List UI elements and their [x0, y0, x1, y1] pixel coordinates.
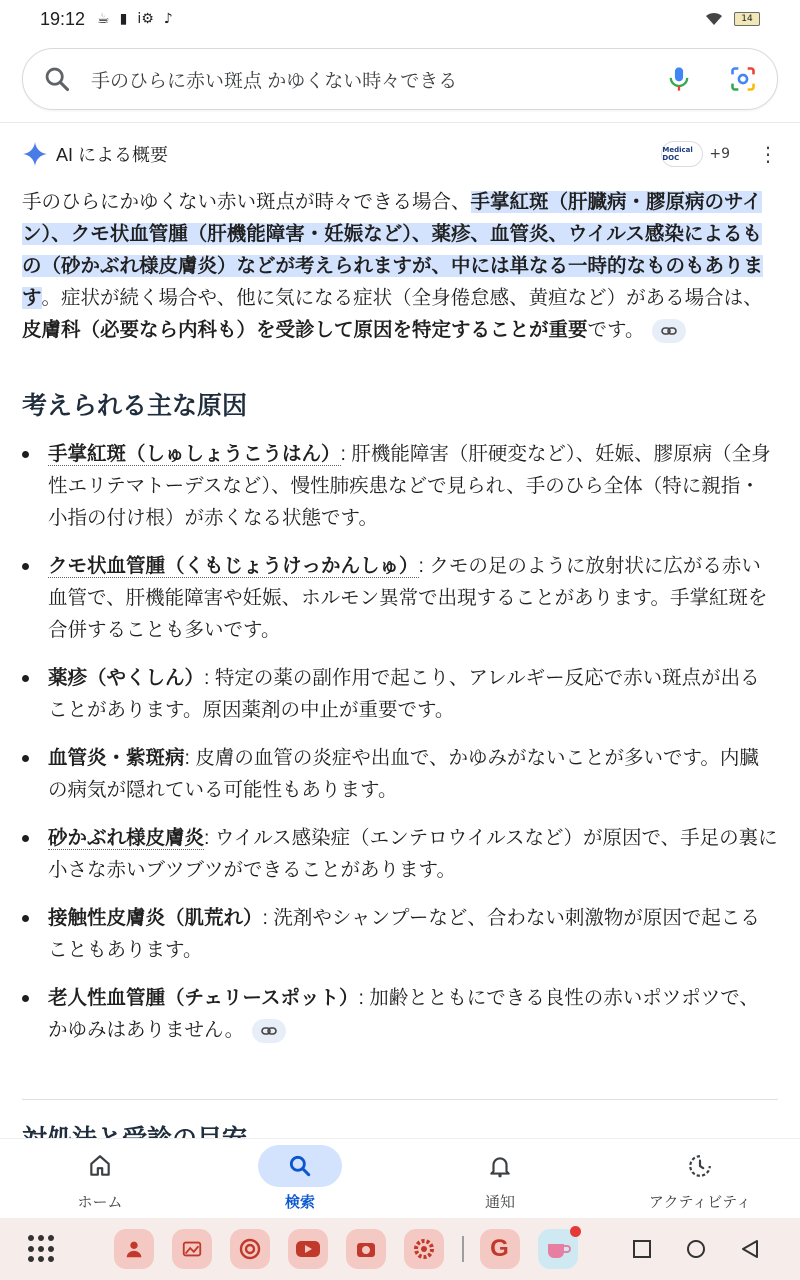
- system-dock: [0, 1218, 800, 1280]
- next-section-title: [22, 1124, 247, 1138]
- nav-icon-wrap: [258, 1145, 342, 1187]
- summary-text: 。症状が続く場合や、他に気になる症状（全身倦怠感、黄疸など）がある場合は、: [41, 287, 763, 309]
- link-chip[interactable]: [652, 319, 686, 343]
- app-drawer-icon[interactable]: [28, 1235, 56, 1263]
- link-chip[interactable]: [252, 1019, 286, 1043]
- list-item: [22, 822, 778, 886]
- ip-icon: i⚙: [137, 11, 154, 27]
- notification-dot: [570, 1226, 581, 1237]
- cause-list: [22, 438, 778, 1046]
- chrome-app-icon[interactable]: [230, 1229, 270, 1269]
- cause-text: : 皮膚の血管の炎症や出血で、かゆみがないことが多いです。内臓の病気が隠れている可能性もあります。: [48, 747, 759, 801]
- cause-text: : 肝機能障害（肝硬変など）、妊娠、膠原病（全身性エリテマトーデスなど）、慢性肺疾患などで見られ、手のひら全体（特に親指・小指の付け根）が赤くなる状態です。: [48, 443, 771, 529]
- tiktok-icon: ♪: [163, 11, 173, 27]
- settings-app-icon[interactable]: [404, 1229, 444, 1269]
- nav-search-label: 検索: [284, 1194, 315, 1211]
- nav-activity[interactable]: [600, 1139, 800, 1218]
- status-time: 19:12: [40, 8, 86, 29]
- search-icon[interactable]: [43, 65, 71, 93]
- dock-separator: [462, 1236, 464, 1262]
- search-input[interactable]: 手のひらに赤い斑点 かゆくない時々できる: [91, 70, 458, 92]
- section-title: 考えられる主な原因: [22, 392, 248, 420]
- system-nav-buttons: [632, 1239, 760, 1259]
- divider: [0, 122, 800, 123]
- link-icon: [261, 1025, 277, 1037]
- cause-term: 血管炎・紫斑病: [48, 747, 185, 769]
- cause-text: : クモの足のように放射状に広がる赤い血管で、肝機能障害や妊娠、ホルモン異常で出現することがあります。手掌紅斑を合併することも多いです。: [48, 555, 768, 641]
- status-icons: [97, 11, 173, 27]
- nav-activity-label: アクティビティ: [648, 1194, 752, 1211]
- bottom-nav: [0, 1138, 800, 1218]
- source-count[interactable]: +9: [709, 146, 730, 162]
- search-icon: [287, 1153, 313, 1179]
- list-item: [22, 662, 778, 726]
- cause-text: : ウイルス感染症（エンテロウイルスなど）が原因で、手足の裏に小さな赤いブツブツができることがあります。: [48, 827, 778, 881]
- source-logo[interactable]: Medical DOC: [661, 141, 703, 167]
- bullet: [22, 915, 29, 922]
- cause-term[interactable]: 砂かぶれ様皮膚炎: [48, 827, 205, 849]
- cause-text: : 加齢とともにできる良性の赤いポツポツで、かゆみはありません。: [48, 987, 759, 1041]
- battery-icon: 14: [734, 12, 760, 26]
- recents-icon[interactable]: [632, 1239, 652, 1259]
- bullet: [22, 675, 29, 682]
- summary-text: です。: [587, 319, 645, 341]
- nav-home-label: ホーム: [77, 1194, 123, 1211]
- link-icon: [661, 325, 677, 337]
- activity-icon: [687, 1153, 713, 1179]
- list-item: [22, 902, 778, 966]
- home-icon: [87, 1153, 113, 1179]
- nav-notifications-label: 通知: [484, 1194, 515, 1211]
- google-app-icon[interactable]: G: [480, 1229, 520, 1269]
- cause-term[interactable]: クモ状血管腫（くもじょうけっかんしゅ）: [48, 555, 419, 577]
- contacts-app-icon[interactable]: [114, 1229, 154, 1269]
- ai-overview-content: [22, 186, 778, 1062]
- more-options-icon[interactable]: ⋮: [758, 142, 778, 166]
- nav-icon-wrap: [658, 1145, 742, 1187]
- list-item: [22, 550, 778, 646]
- bullet: [22, 835, 29, 842]
- list-item: [22, 438, 778, 534]
- bell-icon: [487, 1153, 513, 1179]
- ai-sources[interactable]: [661, 141, 778, 167]
- ai-overview-header: [22, 138, 778, 170]
- tea-app-icon[interactable]: [538, 1229, 578, 1269]
- status-bar: [0, 0, 800, 38]
- cause-term: 老人性血管腫（チェリースポット）: [48, 987, 359, 1009]
- list-item: [22, 982, 778, 1046]
- cause-text: : 特定の薬の副作用で起こり、アレルギー反応で赤い斑点が出ることがあります。原因薬剤の中止が重要です。: [48, 667, 760, 721]
- cause-term[interactable]: 手掌紅斑（しゅしょうこうはん）: [48, 443, 341, 465]
- nav-search[interactable]: [200, 1139, 400, 1218]
- mic-icon[interactable]: [665, 65, 693, 93]
- bullet: [22, 995, 29, 1002]
- summary-highlight[interactable]: 手掌紅斑（肝臓病・膠原病のサイン）、クモ状血管腫（肝機能障害・妊娠など）、薬疹、血管炎、ウイルス感染によるもの（砂かぶれ様皮膚炎）などが考えられますが、中には単なる一時的なものもあります: [22, 191, 764, 309]
- cause-term: 接触性皮膚炎（肌荒れ）: [48, 907, 263, 929]
- divider: [22, 1099, 778, 1100]
- lens-icon[interactable]: [729, 65, 757, 93]
- bullet: [22, 755, 29, 762]
- home-button-icon[interactable]: [686, 1239, 706, 1259]
- nav-home[interactable]: [0, 1139, 200, 1218]
- nav-notifications[interactable]: [400, 1139, 600, 1218]
- nav-icon-wrap: [58, 1145, 142, 1187]
- back-icon[interactable]: [740, 1239, 760, 1259]
- youtube-app-icon[interactable]: [288, 1229, 328, 1269]
- gallery-app-icon[interactable]: [172, 1229, 212, 1269]
- bullet: [22, 451, 29, 458]
- summary-text: 手のひらにかゆくない赤い斑点が時々できる場合、: [22, 191, 471, 213]
- cause-term: 薬疹（やくしん）: [48, 667, 205, 689]
- camera-app-icon[interactable]: [346, 1229, 386, 1269]
- cause-text: : 洗剤やシャンプーなど、合わない刺激物が原因で起こることもあります。: [48, 907, 760, 961]
- cup-icon: ☕: [97, 11, 110, 27]
- nav-icon-wrap: [458, 1145, 542, 1187]
- bullet: [22, 563, 29, 570]
- summary-paragraph: [22, 186, 778, 346]
- wifi-icon: [704, 11, 724, 27]
- ai-overview-title: AI による概要: [56, 145, 169, 165]
- gemini-sparkle-icon: [22, 141, 48, 167]
- list-item: [22, 742, 778, 806]
- search-bar[interactable]: [22, 48, 778, 110]
- status-right: [704, 11, 760, 27]
- sim-alert-icon: ▮: [119, 11, 128, 27]
- summary-bold: 皮膚科（必要なら内科も）を受診して原因を特定することが重要: [22, 319, 588, 341]
